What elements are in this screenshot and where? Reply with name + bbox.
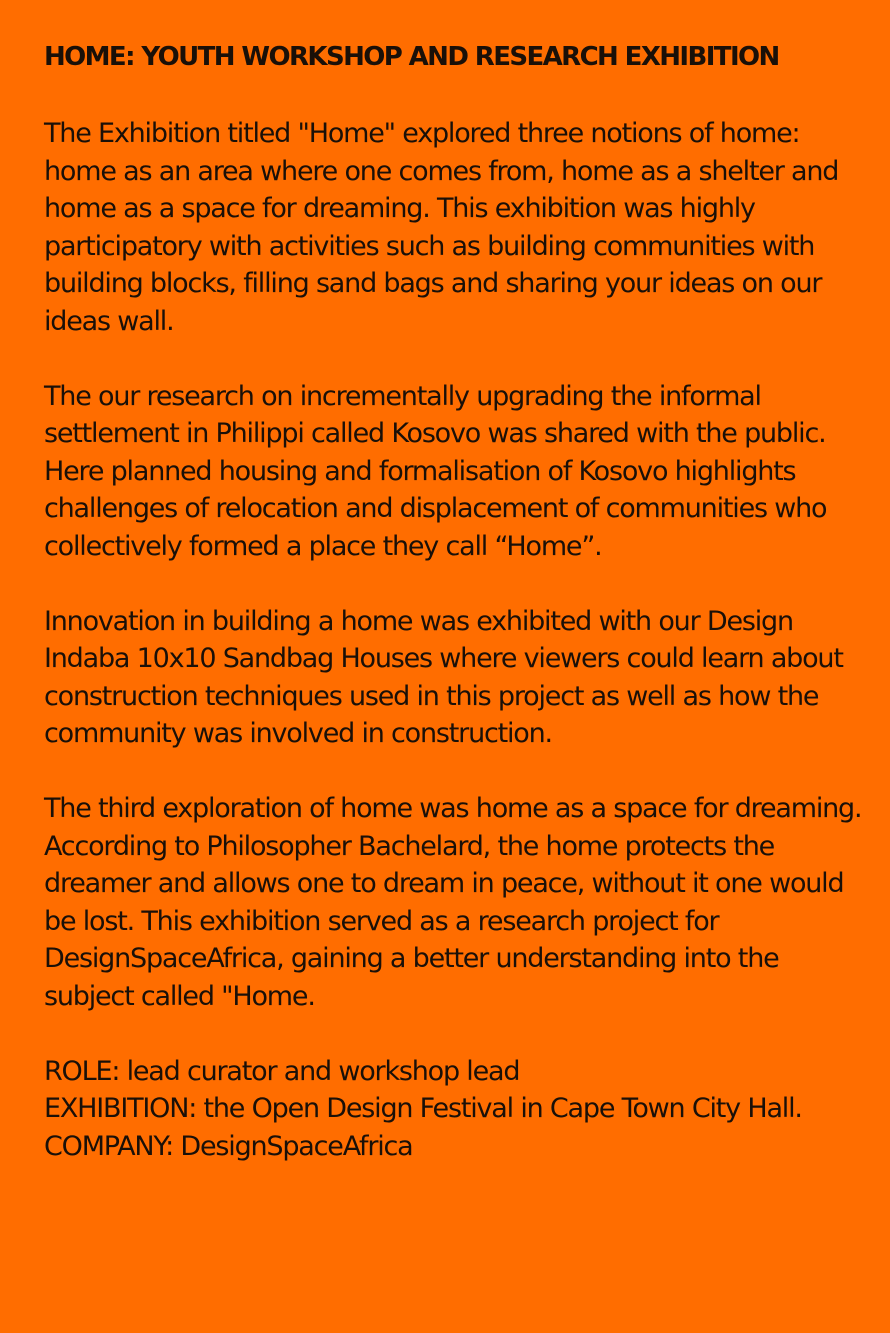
paragraph-dreaming: The third exploration of home was home as a space for dreaming. According to Philosopher Bachelard, the home protects the dreamer and allows one to dream in peace, without it one would be lost. This exhibition served as a research project for DesignSpaceAfrica, gaining a better understanding into the subject called "Home.: [44, 793, 862, 1012]
credits-block: [44, 1053, 864, 1166]
paragraph-innovation: Innovation in building a home was exhibited with our Design Indaba 10x10 Sandbag Houses where viewers could learn about construction techniques used in this project as well as how the community was involved in construction.: [44, 605, 843, 749]
paragraph-intro: The Exhibition titled "Home" explored three notions of home: home as an area where one comes from, home as a shelter and home as a space for dreaming. This exhibition was highly participatory with activities such as building communities with building blocks, filling sand bags and sharing your ideas on our ideas wall.: [44, 118, 839, 337]
credit-company: COMPANY: DesignSpaceAfrica: [44, 1130, 413, 1162]
paragraph-research: The our research on incrementally upgrading the informal settlement in Philippi called Kosovo was shared with the public. Here planned housing and formalisation of Kosovo highlights challenges of relocation and displacement of communities who collectively formed a place they call “Home”.: [44, 380, 827, 562]
page-title: HOME: YOUTH WORKSHOP AND RESEARCH EXHIBITION: [44, 42, 779, 72]
credit-role: ROLE: lead curator and workshop lead: [44, 1055, 520, 1087]
credit-exhibition: EXHIBITION: the Open Design Festival in Cape Town City Hall.: [44, 1093, 802, 1124]
